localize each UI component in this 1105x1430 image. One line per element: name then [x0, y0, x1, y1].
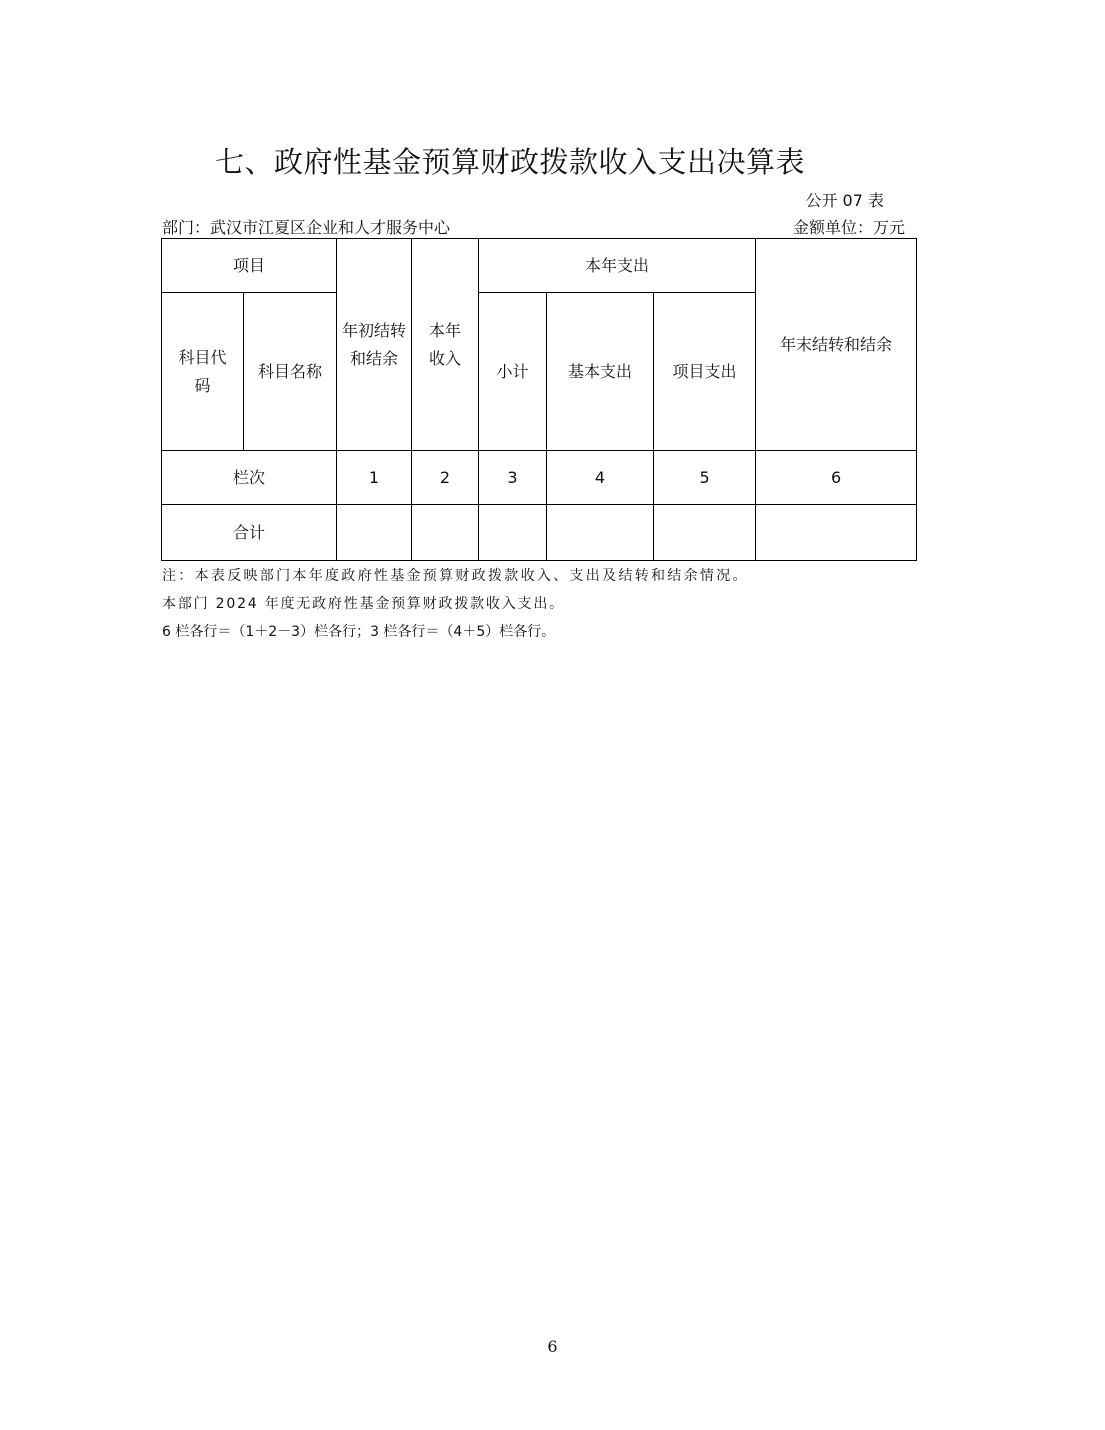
- header-basic-expenditure: 基本支出: [547, 293, 654, 451]
- column-index-cell: 6: [756, 451, 917, 505]
- total-label: 合计: [162, 505, 337, 561]
- total-cell: [654, 505, 756, 561]
- total-cell: [547, 505, 654, 561]
- header-income: 本年收入: [412, 239, 479, 451]
- form-number: 公开 07 表: [805, 191, 884, 210]
- header-closing-balance: 年末结转和结余: [756, 239, 917, 451]
- amount-unit-label: 金额单位：万元: [792, 218, 905, 237]
- header-subtotal: 小计: [479, 293, 547, 451]
- header-project: 项目: [162, 239, 337, 293]
- note-line: 6 栏各行＝（1＋2－3）栏各行；3 栏各行＝（4＋5）栏各行。: [162, 624, 556, 640]
- page-number: 6: [547, 1337, 558, 1356]
- table-row: [162, 505, 917, 561]
- header-expenditure: 本年支出: [479, 239, 756, 293]
- header-subject-code: 科目代码: [162, 293, 244, 451]
- note-line: 注：本表反映部门本年度政府性基金预算财政拨款收入、支出及结转和结余情况。: [162, 568, 749, 584]
- fund-budget-table: [161, 238, 917, 561]
- column-index-label: 栏次: [162, 451, 337, 505]
- column-index-cell: 2: [412, 451, 479, 505]
- column-index-cell: 1: [337, 451, 412, 505]
- header-project-expenditure: 项目支出: [654, 293, 756, 451]
- header-opening-balance: 年初结转和结余: [337, 239, 412, 451]
- notes: [162, 566, 749, 650]
- total-cell: [479, 505, 547, 561]
- total-cell: [337, 505, 412, 561]
- total-cell: [756, 505, 917, 561]
- table-row: [162, 451, 917, 505]
- column-index-cell: 5: [654, 451, 756, 505]
- column-index-cell: 4: [547, 451, 654, 505]
- note-line: 本部门 2024 年度无政府性基金预算财政拨款收入支出。: [162, 596, 565, 612]
- page-title: 七、政府性基金预算财政拨款收入支出决算表: [214, 145, 805, 179]
- column-index-cell: 3: [479, 451, 547, 505]
- header-subject-name: 科目名称: [244, 293, 337, 451]
- total-cell: [412, 505, 479, 561]
- department-label: 部门：武汉市江夏区企业和人才服务中心: [162, 218, 451, 237]
